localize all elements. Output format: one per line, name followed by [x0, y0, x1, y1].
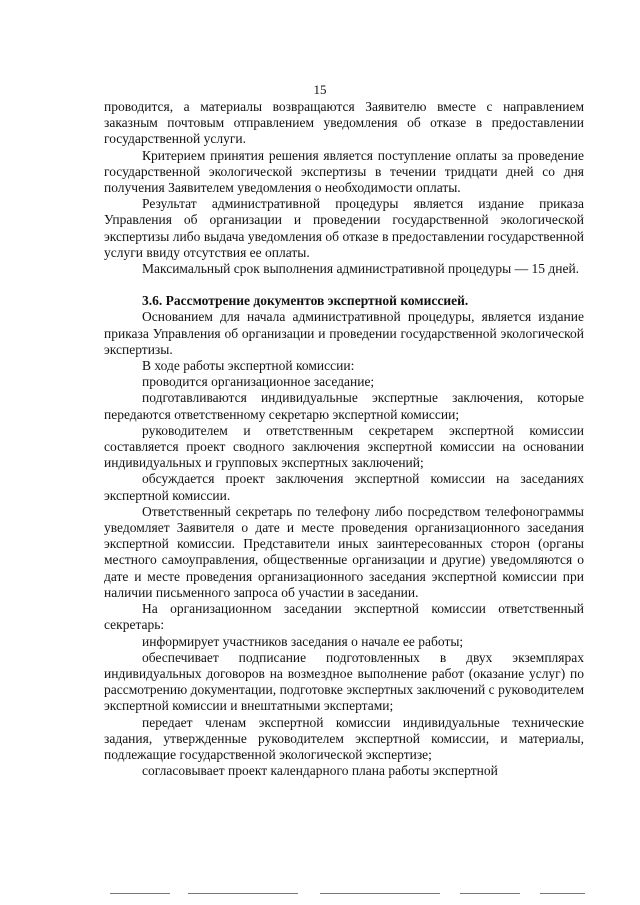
paragraph: На организационном заседании экспертной комиссии ответственный секретарь:: [104, 601, 584, 633]
list-item: обеспечивает подписание подготовленных в двух экземплярах индивидуальных договоров на возмездное выполнение работ (оказание услуг) по рассмотрению документации, подготовке экспертных заключений с руководителем экспертной комиссии и внештатными экспертами;: [104, 649, 584, 714]
paragraph: Результат административной процедуры является издание приказа Управления об организации и проведении государственной экологической экспертизы либо выдача уведомления об отказе в предоставлении государственной услуги ввиду отсутствия ее оплаты.: [104, 196, 584, 260]
list-item: согласовывает проект календарного плана работы экспертной: [142, 763, 498, 779]
paragraph: проводится, а материалы возвращаются Заявителю вместе с направлением заказным почтовым отправлением уведомления об отказе в предоставлении государственной услуги.: [104, 99, 584, 147]
scan-artifact-lines: [110, 893, 590, 897]
paragraph: Критерием принятия решения является поступление оплаты за проведение государственной экологической экспертизы в течении тридцати дней со дня получения Заявителем уведомления о необходимости оплаты.: [104, 147, 584, 196]
list-item: проводится организационное заседание;: [142, 374, 375, 390]
paragraph: В ходе работы экспертной комиссии:: [142, 358, 355, 374]
document-body: [104, 99, 584, 779]
list-item: подготавливаются индивидуальные экспертные заключения, которые передаются ответственному секретарю экспертной комиссии;: [104, 390, 584, 422]
paragraph: Максимальный срок выполнения административной процедуры — 15 дней.: [142, 261, 580, 277]
section-heading: 3.6. Рассмотрение документов экспертной комиссией.: [142, 293, 469, 309]
list-item: информирует участников заседания о начале ее работы;: [142, 633, 464, 649]
list-item: обсуждается проект заключения экспертной комиссии на заседаниях экспертной комиссии.: [104, 471, 584, 503]
paragraph: Основанием для начала административной процедуры, является издание приказа Управления об организации и проведении государственной экологической экспертизы.: [104, 309, 584, 357]
list-item: руководителем и ответственным секретарем экспертной комиссии составляется проект сводного заключения экспертной комиссии на основании индивидуальных и групповых экспертных заключений;: [104, 422, 584, 471]
page-number: 15: [313, 82, 327, 97]
paragraph: Ответственный секретарь по телефону либо посредством телефонограммы уведомляет Заявителя о дате и месте проведения организационного заседания экспертной комиссии. Представители иных заинтересованных сторон (органы местного самоуправления, общественные организации и другие) уведомляются о дате и месте проведения организационного заседания экспертной комиссии при наличии письменного запроса об участии в заседании.: [104, 503, 584, 600]
list-item: передает членам экспертной комиссии индивидуальные технические задания, утвержденные руководителем экспертной комиссии, и материалы, подлежащие государственной экологической экспертизе;: [104, 714, 584, 762]
